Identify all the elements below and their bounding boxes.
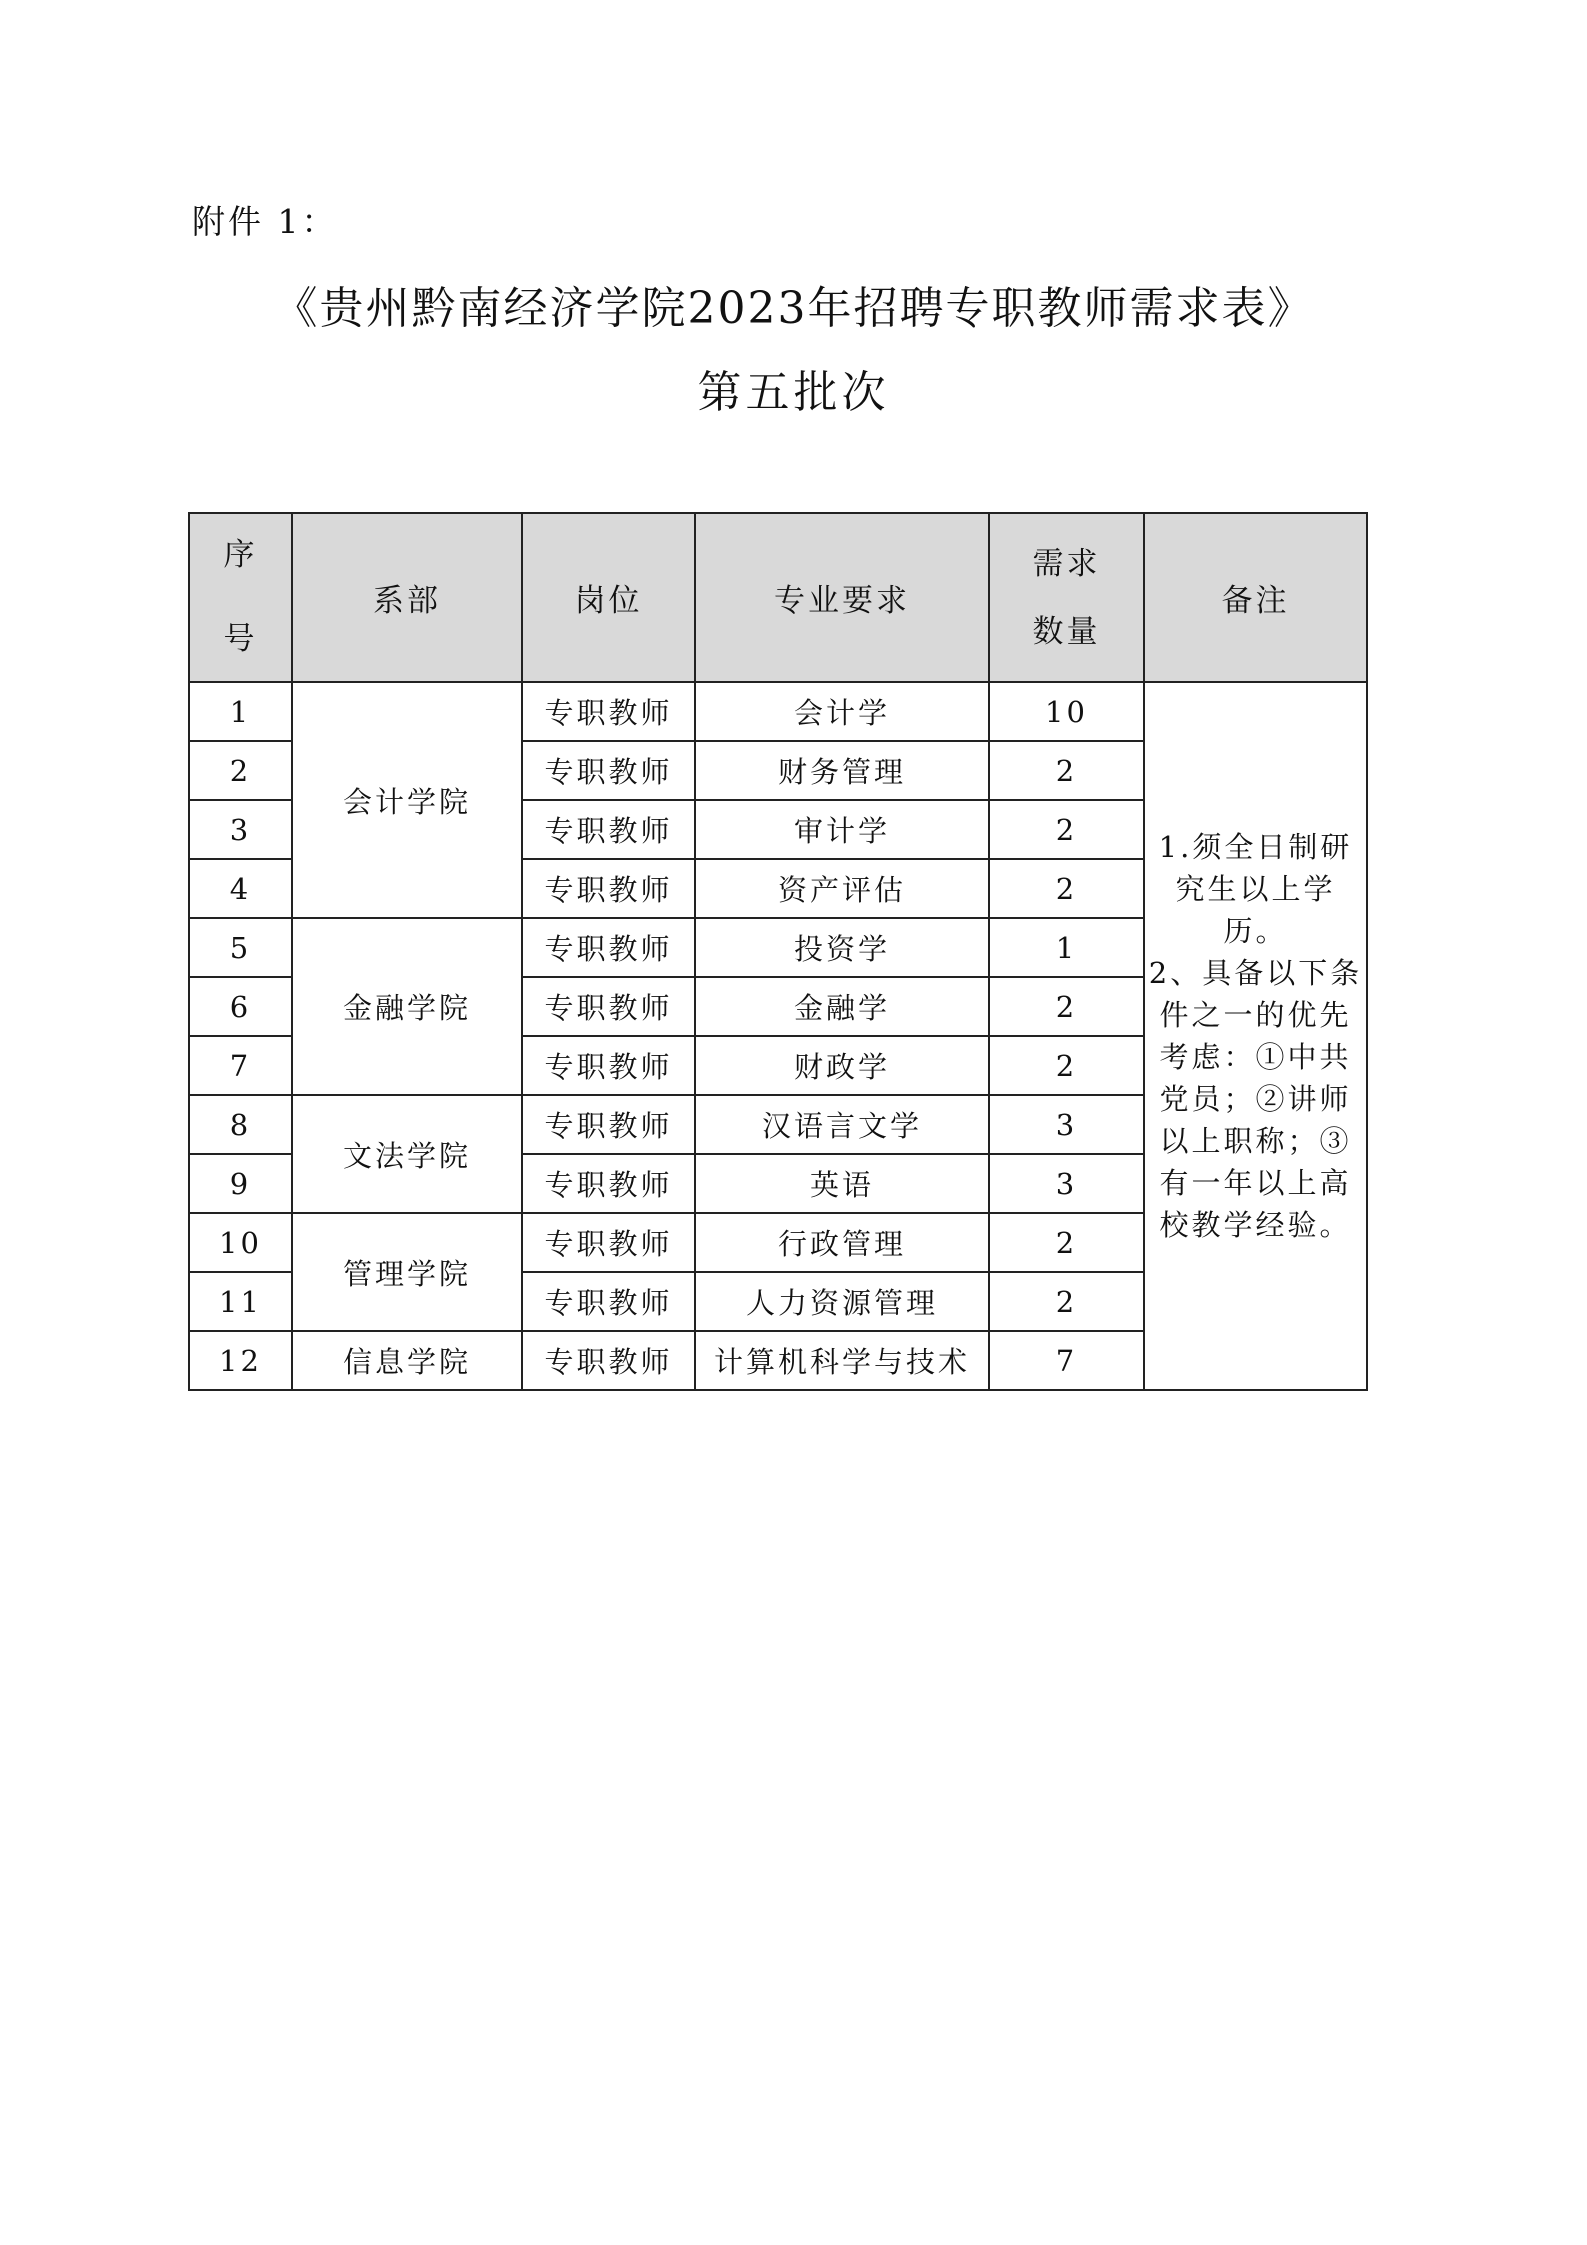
cell-position: 专职教师 xyxy=(522,1331,695,1390)
cell-count: 2 xyxy=(989,741,1144,800)
cell-department: 管理学院 xyxy=(292,1213,522,1331)
header-remarks: 备注 xyxy=(1144,513,1367,682)
cell-position: 专职教师 xyxy=(522,741,695,800)
cell-position: 专职教师 xyxy=(522,918,695,977)
remark-line: 2、具备以下条件之一的优先考虑：①中共党员；②讲师以上职称；③有一年以上高校教学经验。 xyxy=(1148,956,1363,1243)
cell-count: 10 xyxy=(989,682,1144,741)
cell-major: 投资学 xyxy=(695,918,989,977)
cell-seq: 5 xyxy=(189,918,292,977)
header-row xyxy=(189,513,1367,682)
cell-count: 1 xyxy=(989,918,1144,977)
cell-position: 专职教师 xyxy=(522,800,695,859)
cell-major: 英语 xyxy=(695,1154,989,1213)
cell-major: 汉语言文学 xyxy=(695,1095,989,1154)
cell-seq: 11 xyxy=(189,1272,292,1331)
cell-count: 2 xyxy=(989,859,1144,918)
cell-major: 财政学 xyxy=(695,1036,989,1095)
attachment-label: 附件 1： xyxy=(192,202,338,241)
recruitment-table xyxy=(188,512,1368,1391)
header-department: 系部 xyxy=(292,513,522,682)
cell-count: 2 xyxy=(989,1036,1144,1095)
cell-position: 专职教师 xyxy=(522,682,695,741)
header-count: 需求数量 xyxy=(989,513,1144,682)
cell-seq: 2 xyxy=(189,741,292,800)
cell-count: 3 xyxy=(989,1095,1144,1154)
cell-department: 金融学院 xyxy=(292,918,522,1095)
cell-seq: 7 xyxy=(189,1036,292,1095)
cell-seq: 8 xyxy=(189,1095,292,1154)
cell-seq: 4 xyxy=(189,859,292,918)
cell-count: 2 xyxy=(989,1272,1144,1331)
cell-position: 专职教师 xyxy=(522,1095,695,1154)
cell-major: 财务管理 xyxy=(695,741,989,800)
header-seq: 序号 xyxy=(189,513,292,682)
table-body xyxy=(189,682,1367,1390)
document-title: 《贵州黔南经济学院2023年招聘专职教师需求表》 xyxy=(273,283,1314,334)
cell-position: 专职教师 xyxy=(522,1036,695,1095)
cell-seq: 6 xyxy=(189,977,292,1036)
cell-count: 2 xyxy=(989,1213,1144,1272)
cell-count: 7 xyxy=(989,1331,1144,1390)
table-row xyxy=(189,682,1367,741)
cell-remarks xyxy=(1144,682,1367,1390)
cell-seq: 3 xyxy=(189,800,292,859)
cell-count: 2 xyxy=(989,977,1144,1036)
cell-major: 计算机科学与技术 xyxy=(695,1331,989,1390)
cell-major: 行政管理 xyxy=(695,1213,989,1272)
cell-major: 人力资源管理 xyxy=(695,1272,989,1331)
cell-department: 会计学院 xyxy=(292,682,522,918)
cell-department: 文法学院 xyxy=(292,1095,522,1213)
cell-major: 会计学 xyxy=(695,682,989,741)
document-subtitle: 第五批次 xyxy=(697,367,890,418)
cell-position: 专职教师 xyxy=(522,1272,695,1331)
cell-department: 信息学院 xyxy=(292,1331,522,1390)
cell-position: 专职教师 xyxy=(522,1213,695,1272)
cell-major: 金融学 xyxy=(695,977,989,1036)
cell-seq: 10 xyxy=(189,1213,292,1272)
cell-seq: 9 xyxy=(189,1154,292,1213)
cell-seq: 1 xyxy=(189,682,292,741)
header-major: 专业要求 xyxy=(695,513,989,682)
header-position: 岗位 xyxy=(522,513,695,682)
cell-major: 资产评估 xyxy=(695,859,989,918)
cell-count: 3 xyxy=(989,1154,1144,1213)
cell-count: 2 xyxy=(989,800,1144,859)
cell-position: 专职教师 xyxy=(522,977,695,1036)
cell-major: 审计学 xyxy=(695,800,989,859)
remark-line: 1.须全日制研究生以上学历。 xyxy=(1158,830,1353,949)
cell-position: 专职教师 xyxy=(522,1154,695,1213)
cell-position: 专职教师 xyxy=(522,859,695,918)
cell-seq: 12 xyxy=(189,1331,292,1390)
table-header xyxy=(189,513,1367,682)
